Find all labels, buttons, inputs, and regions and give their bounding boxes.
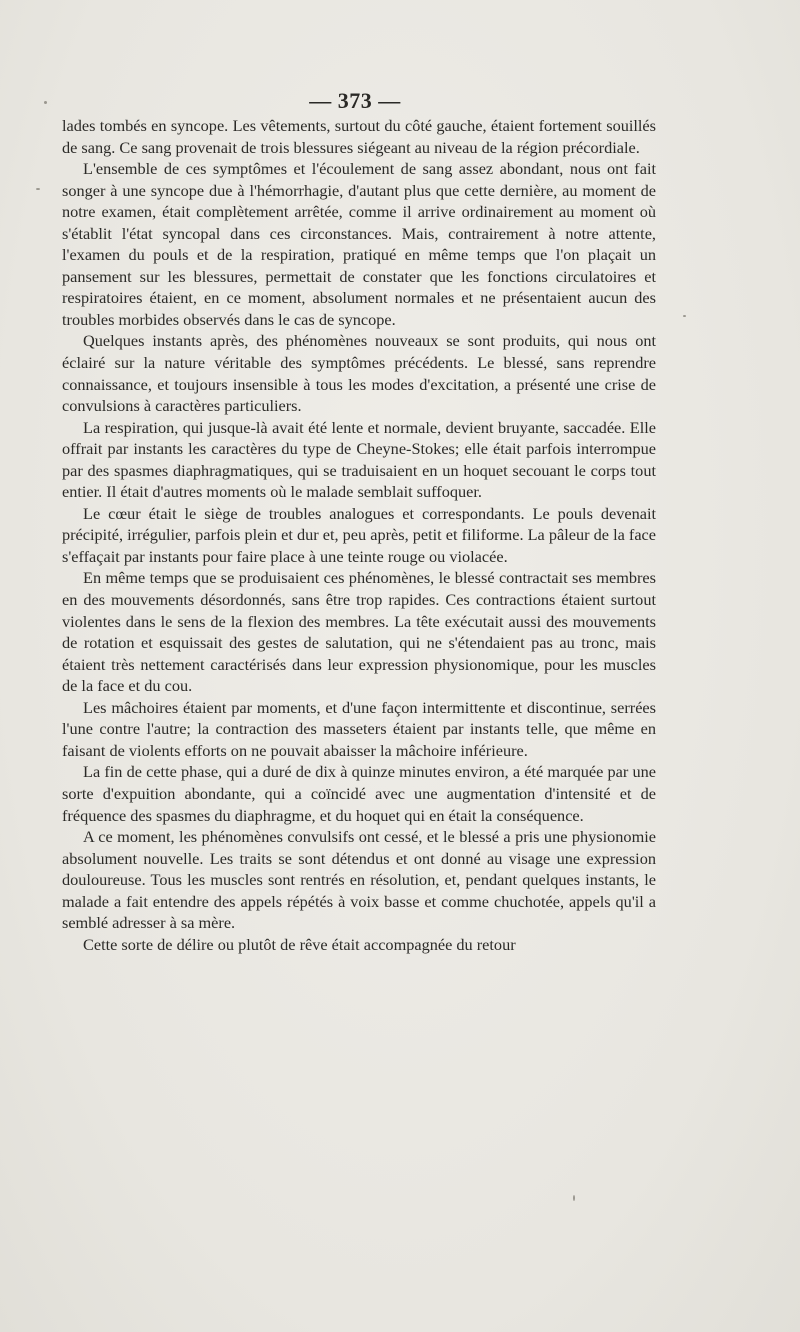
paragraph: La fin de cette phase, qui a duré de dix à quinze minutes environ, a été marquée par une sorte d'expuition abondante, qui a coïncidé avec une augmentation d'intensité et de fréquence des spasmes du diaphragme, et du hoquet qui en était la conséquence. bbox=[62, 762, 656, 825]
paragraph-continued: lades tombés en syncope. Les vêtements, surtout du côté gauche, étaient fortement souillés de sang. Ce sang provenait de trois blessures siégeant au niveau de la région précordiale. bbox=[62, 116, 656, 157]
paragraph-last: Cette sorte de délire ou plutôt de rêve était accompagnée du retour bbox=[83, 934, 516, 954]
page-speck bbox=[36, 188, 40, 190]
body-text bbox=[62, 115, 656, 955]
paragraph: A ce moment, les phénomènes convulsifs ont cessé, et le blessé a pris une physionomie absolument nouvelle. Les traits se sont détendus et ont donné au visage une expression douloureuse. Tous les muscles sont rentrés en résolution, et, pendant quelques instants, le malade a fait entendre des appels répétés à voix basse et comme chuchotée, appels qu'il a semblé adresser à sa mère. bbox=[62, 827, 656, 933]
paragraph: En même temps que se produisaient ces phénomènes, le blessé contractait ses membres en des mouvements désordonnés, sans être trop rapides. Ces contractions étaient surtout violentes dans le sens de la flexion des membres. La tête exécutait aussi des mouvements de rotation et esquissait des gestes de salutation, qui ne s'étendaient pas au tronc, mais étaient très nettement caractérisés dans leur expression physionomique, pour les muscles de la face et du cou. bbox=[62, 568, 656, 696]
paragraph: La respiration, qui jusque-là avait été lente et normale, devient bruyante, saccadée. Elle offrait par instants les caractères du type de Cheyne-Stokes; elle était parfois interrompue par des spasmes diaphragmatiques, qui se traduisaient en un hoquet secouant le corps tout entier. Il était d'autres moments où le malade semblait suffoquer. bbox=[62, 417, 656, 502]
paragraph: Le cœur était le siège de troubles analogues et correspondants. Le pouls devenait précipité, irrégulier, parfois plein et dur et, peu après, petit et filiforme. La pâleur de la face s'effaçait par instants pour faire place à une teinte rouge ou violacée. bbox=[62, 503, 656, 566]
paragraph: L'ensemble de ces symptômes et l'écoulement de sang assez abondant, nous ont fait songer à une syncope due à l'hémorrhagie, d'autant plus que cette dernière, au moment de notre examen, était complètement arrêtée, comme il arrive ordinairement au moment où s'établit l'état syncopal dans ces circonstances. Mais, contrairement à notre attente, l'examen du pouls et de la respiration, pratiqué en même temps que l'on plaçait un pansement sur les blessures, permettait de constater que les fonctions circulatoires et respiratoires étaient, en ce moment, absolument normales et ne présentaient aucun des troubles morbides observés dans le cas de syncope. bbox=[62, 159, 656, 329]
paragraph: Quelques instants après, des phénomènes nouveaux se sont produits, qui nous ont éclairé sur la nature véritable des symptômes précédents. Le blessé, sans reprendre connaissance, et toujours insensible à tous les modes d'excitation, a présenté une crise de convulsions à caractères particuliers. bbox=[62, 331, 656, 416]
page-number: — 373 — bbox=[309, 88, 401, 113]
page-speck bbox=[683, 315, 686, 317]
page-speck bbox=[573, 1195, 575, 1201]
paragraph: Les mâchoires étaient par moments, et d'une façon intermittente et discontinue, serrées l'une contre l'autre; la contraction des masseters étaient par instants telle, que même en faisant de violents efforts on ne pouvait abaisser la mâchoire inférieure. bbox=[62, 697, 656, 760]
